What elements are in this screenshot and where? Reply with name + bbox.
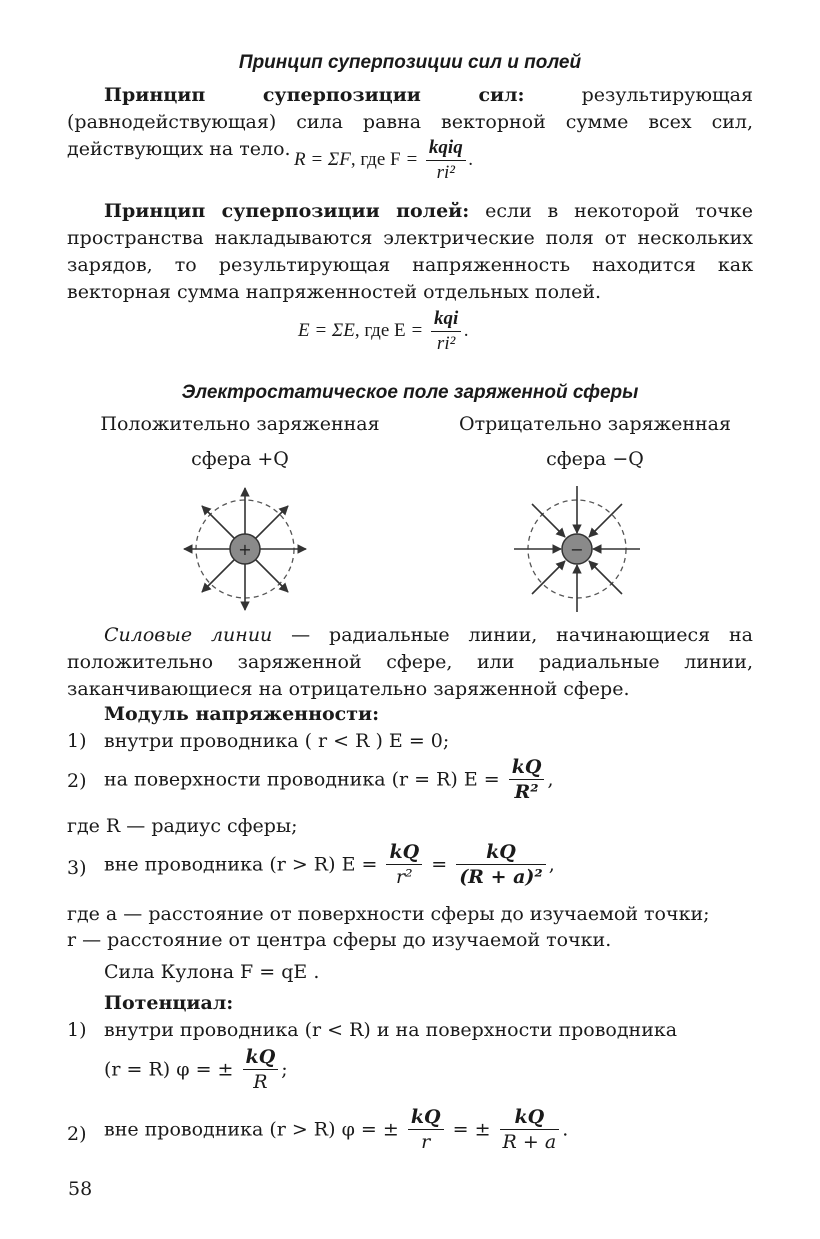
forces-formula-eq: = bbox=[400, 148, 419, 170]
potential-item1-formula bbox=[104, 1046, 288, 1093]
potential-item2-fraction1 bbox=[408, 1106, 444, 1153]
potential-item2-fraction2-numerator: kQ bbox=[500, 1106, 560, 1130]
intensity-item2-numerator: kQ bbox=[509, 756, 545, 780]
intensity-item2 bbox=[104, 756, 553, 803]
fields-text: если в некоторой точке пространства накладываются электрические поля от нескольких зарядов, то результирующая напряженность находится как векторная сумма напряженностей отдельных полей. bbox=[67, 200, 753, 303]
potential-item2-fraction1-numerator: kQ bbox=[408, 1106, 444, 1130]
potential-item2-text: вне проводника (r > R) φ = ± bbox=[104, 1118, 399, 1141]
potential-item1-numerator: kQ bbox=[243, 1046, 279, 1070]
intensity-item3-fraction2-denominator: (R + a)² bbox=[459, 866, 543, 888]
section-heading-sphere-field: Электростатическое поле заряженной сферы bbox=[181, 382, 639, 403]
fields-fraction-numerator: kqi bbox=[431, 308, 461, 332]
forces-fraction bbox=[426, 137, 466, 184]
intensity-item3-fraction2-numerator: kQ bbox=[456, 841, 546, 865]
field-lines-paragraph bbox=[67, 622, 753, 703]
fields-fraction bbox=[431, 308, 461, 355]
fields-fraction-denominator: ri² bbox=[436, 333, 456, 354]
fields-formula bbox=[298, 308, 469, 355]
potential-item2 bbox=[104, 1106, 568, 1153]
forces-formula-lhs: R = ΣF bbox=[294, 148, 351, 170]
intensity-item2-fraction bbox=[509, 756, 545, 803]
potential-item2-fraction1-denominator: r bbox=[421, 1131, 431, 1153]
negative-sign: − bbox=[570, 540, 584, 559]
fields-formula-lhs: E = ΣE bbox=[298, 319, 355, 341]
intensity-item3 bbox=[104, 841, 555, 888]
negative-sphere-diagram bbox=[512, 482, 642, 617]
potential-item2-fraction2 bbox=[500, 1106, 560, 1153]
field-lines-text: — радиальные линии, начинающиеся на положительно заряженной сфере, или радиальные линии, заканчивающиеся на отрицательно заряженной сфере. bbox=[67, 624, 754, 700]
potential-item1-number: 1) bbox=[67, 1019, 87, 1041]
intensity-note-r: r — расстояние от центра сферы до изучаемой точки. bbox=[67, 929, 612, 951]
potential-item1-denominator: R bbox=[253, 1071, 268, 1093]
forces-formula bbox=[294, 137, 473, 184]
positive-sign: + bbox=[238, 540, 252, 559]
intensity-note-a: где a — расстояние от поверхности сферы до изучаемой точки; bbox=[67, 903, 710, 925]
intensity-radius-note: где R — радиус сферы; bbox=[67, 815, 298, 837]
positive-caption-line1: Положительно заряженная bbox=[100, 413, 380, 435]
coulomb-force: Сила Кулона F = qE . bbox=[104, 961, 320, 983]
intensity-item3-fraction1 bbox=[386, 841, 422, 888]
intensity-item3-equals: = bbox=[431, 853, 448, 876]
forces-formula-end: . bbox=[468, 148, 474, 170]
potential-item2-number: 2) bbox=[67, 1123, 87, 1145]
forces-term: Принцип суперпозиции сил: bbox=[104, 84, 525, 106]
fields-formula-eq: = bbox=[405, 319, 424, 341]
fields-paragraph bbox=[67, 198, 753, 306]
positive-caption-line2: сфера +Q bbox=[191, 448, 289, 470]
negative-caption-line2: сфера −Q bbox=[546, 448, 644, 470]
fields-formula-mid: , где E bbox=[354, 319, 406, 341]
potential-item1-end: ; bbox=[281, 1058, 288, 1081]
potential-title: Потенциал: bbox=[104, 992, 234, 1014]
intensity-title: Модуль напряженности: bbox=[104, 703, 380, 725]
intensity-item2-denominator: R² bbox=[514, 781, 539, 803]
intensity-item3-end: , bbox=[548, 853, 555, 876]
negative-caption-line1: Отрицательно заряженная bbox=[459, 413, 731, 435]
intensity-item3-fraction1-numerator: kQ bbox=[386, 841, 422, 865]
forces-formula-mid: , где F bbox=[350, 148, 401, 170]
potential-item1-text: внутри проводника (r < R) и на поверхности проводника bbox=[104, 1019, 678, 1041]
potential-item1-formula-lhs: (r = R) φ = ± bbox=[104, 1058, 234, 1081]
potential-item2-equals: = ± bbox=[452, 1118, 491, 1141]
intensity-item3-fraction2 bbox=[456, 841, 546, 888]
intensity-item3-text: вне проводника (r > R) E = bbox=[104, 853, 378, 876]
fields-formula-end: . bbox=[464, 319, 469, 341]
forces-text: результирующая (равнодействующая) сила равна векторной сумме всех сил, действующих на тело. bbox=[67, 84, 753, 160]
potential-item2-end: . bbox=[562, 1118, 569, 1141]
forces-fraction-numerator: kqiq bbox=[426, 137, 466, 161]
intensity-item2-text: на поверхности проводника (r = R) E = bbox=[104, 768, 500, 791]
forces-fraction-denominator: ri² bbox=[436, 162, 455, 183]
intensity-item1-text: внутри проводника ( r < R ) E = 0; bbox=[104, 730, 450, 752]
positive-sphere-diagram bbox=[180, 482, 310, 617]
intensity-item3-fraction1-denominator: r² bbox=[395, 866, 413, 888]
potential-item1-fraction bbox=[243, 1046, 279, 1093]
potential-item2-fraction2-denominator: R + a bbox=[502, 1131, 557, 1153]
intensity-item1-number: 1) bbox=[67, 730, 87, 752]
field-lines-term: Силовые линии bbox=[104, 624, 273, 646]
intensity-item3-number: 3) bbox=[67, 857, 87, 879]
page-number: 58 bbox=[68, 1178, 93, 1200]
intensity-item2-number: 2) bbox=[67, 770, 87, 792]
section-heading-superposition: Принцип суперпозиции сил и полей bbox=[238, 52, 582, 73]
fields-term: Принцип суперпозиции полей: bbox=[104, 200, 470, 222]
intensity-item2-end: , bbox=[547, 768, 554, 791]
